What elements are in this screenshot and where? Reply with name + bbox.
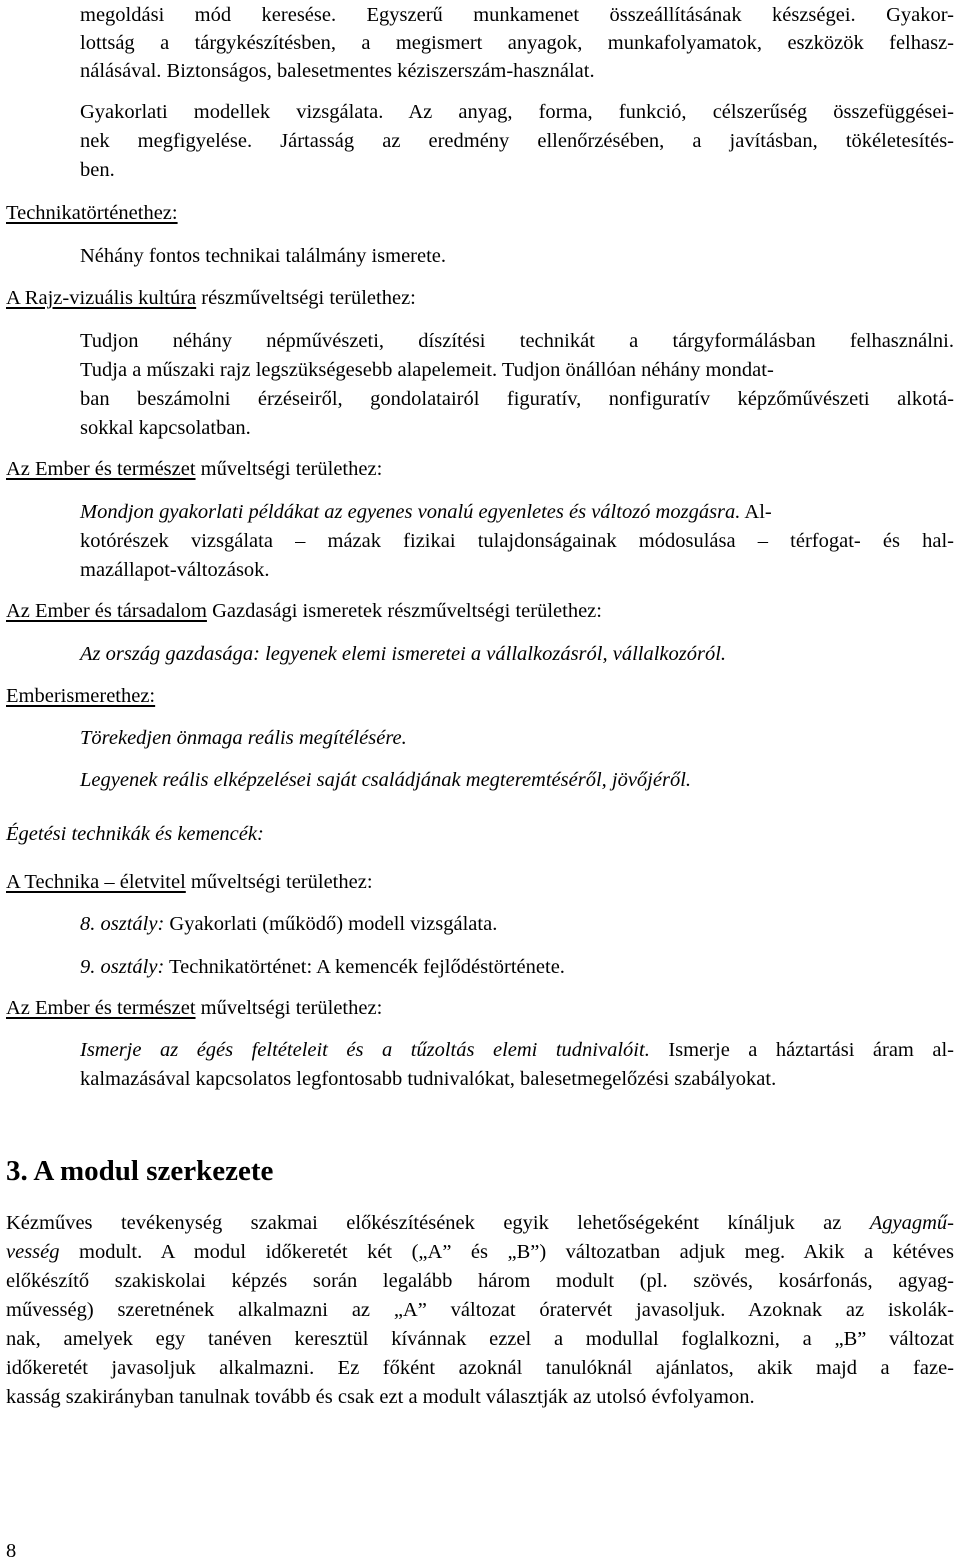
italic-text: 9. osztály: (80, 956, 165, 978)
paragraph-line: előkészítő szakiskolai képzés során legalább három modult (pl. szövés, kosárfonás, agyag- (6, 1270, 954, 1292)
heading-underlined: Emberismerethez: (6, 685, 156, 707)
heading-rest: műveltségi területhez: (195, 997, 383, 1019)
section-heading (6, 598, 954, 624)
italic-text: Mondjon gyakorlati példákat az egyenes vonalú egyenletes és változó mozgásra. (80, 501, 741, 523)
section-heading: Égetési technikák és kemencék: (6, 823, 264, 845)
heading-rest: Gazdasági ismeretek részműveltségi területhez: (206, 600, 602, 622)
paragraph-line: nek megfigyelése. Jártasság az eredmény ellenőrzésében, a javításban, tökéletesítés- (80, 130, 954, 152)
paragraph-line: kasság szakirányban tanulnak tovább és csak ezt a modult választják az utolsó évfolyamon. (6, 1386, 755, 1408)
heading-rest: műveltségi területhez: (185, 871, 373, 893)
section-title: 3. A modul szerkezete (6, 1155, 274, 1187)
plain-text: modult. A modul időkeretét két („A” és „B”) változatban adjuk meg. Akik a kétéves (59, 1241, 954, 1263)
section-heading (6, 200, 954, 226)
heading-underlined: Az Ember és társadalom (6, 600, 207, 622)
italic-text: Ismerje az égés feltételeit és a tűzoltás elemi tudnivalóit. (80, 1039, 650, 1061)
italic-text: Agyagmű- (869, 1212, 954, 1234)
plain-text: Technikatörténet: A kemencék fejlődéstörténete. (164, 956, 565, 978)
plain-text: Kézműves tevékenység szakmai előkészítésének egyik lehetőségeként kínáljuk az (6, 1212, 870, 1234)
paragraph-line: Az ország gazdasága: legyenek elemi ismeretei a vállalkozásról, vállalkozóról. (80, 643, 727, 665)
paragraph-line (80, 954, 954, 980)
heading-underlined: Az Ember és természet (6, 458, 196, 480)
paragraph-line: kotórészek vizsgálata – mázak fizikai tulajdonságainak módosulása – térfogat- és hal- (80, 530, 954, 552)
plain-text: Gyakorlati (működő) modell vizsgálata. (164, 913, 498, 935)
paragraph-line (80, 911, 954, 937)
italic-text: vesség (6, 1241, 60, 1263)
heading-underlined: Az Ember és természet (6, 997, 196, 1019)
paragraph-line (6, 1210, 954, 1236)
heading-rest: műveltségi területhez: (195, 458, 383, 480)
paragraph-line: sokkal kapcsolatban. (80, 417, 251, 439)
paragraph-line: Törekedjen önmaga reális megítélésére. (80, 727, 407, 749)
paragraph-line: nak, amelyek egy tanéven keresztül kívánnak ezzel a modullal foglalkozni, a „B” változat (6, 1328, 954, 1350)
paragraph-line: Néhány fontos technikai találmány ismerete. (80, 245, 447, 267)
plain-text: Al- (740, 501, 772, 523)
plain-text: Ismerje a háztartási áram al- (649, 1039, 954, 1061)
section-heading (6, 683, 954, 709)
paragraph-line: ban beszámolni érzéseiről, gondolatairól figuratív, nonfiguratív képzőművészeti alkotá- (80, 388, 954, 410)
heading-underlined: A Rajz-vizuális kultúra (6, 287, 197, 309)
paragraph-line: művesség) szeretnének alkalmazni az „A” változat óratervét javasoljuk. Azoknak az iskolák- (6, 1299, 954, 1321)
paragraph-line: lottság a tárgykészítésben, a megismert anyagok, munkafolyamatok, eszközök felhasz- (80, 32, 954, 54)
section-heading (6, 995, 954, 1021)
paragraph-line: Gyakorlati modellek vizsgálata. Az anyag, forma, funkció, célszerűség összefüggései- (80, 101, 954, 123)
paragraph-line: mazállapot-változások. (80, 559, 270, 581)
paragraph-line (80, 499, 954, 525)
heading-rest: részműveltségi területhez: (196, 287, 416, 309)
paragraph-line: megoldási mód keresése. Egyszerű munkamenet összeállításának készségei. Gyakor- (80, 4, 954, 26)
paragraph-line: Tudjon néhány népművészeti, díszítési technikát a tárgyformálásban felhasználni. (80, 330, 954, 352)
heading-underlined: A Technika – életvitel (6, 871, 186, 893)
heading-underlined: Technikatörténethez: (6, 202, 178, 224)
italic-text: 8. osztály: (80, 913, 165, 935)
paragraph-line: nálásával. Biztonságos, balesetmentes kéziszerszám-használat. (80, 60, 595, 82)
paragraph-line: kalmazásával kapcsolatos legfontosabb tudnivalókat, balesetmegelőzési szabályokat. (80, 1068, 777, 1090)
page-number: 8 (6, 1540, 17, 1562)
paragraph-line: időkeretét javasoljuk alkalmazni. Ez főként azoknál tanulóknál ajánlatos, akik majd a faze- (6, 1357, 954, 1379)
paragraph-line: ben. (80, 159, 115, 181)
paragraph-line (80, 1037, 954, 1063)
section-heading (6, 285, 954, 311)
section-heading (6, 456, 954, 482)
section-heading (6, 869, 954, 895)
paragraph-line (6, 1239, 954, 1265)
paragraph-line: Legyenek reális elképzelései saját családjának megteremtéséről, jövőjéről. (80, 769, 692, 791)
paragraph-line: Tudja a műszaki rajz legszükségesebb alapelemeit. Tudjon önállóan néhány mondat- (80, 359, 774, 381)
